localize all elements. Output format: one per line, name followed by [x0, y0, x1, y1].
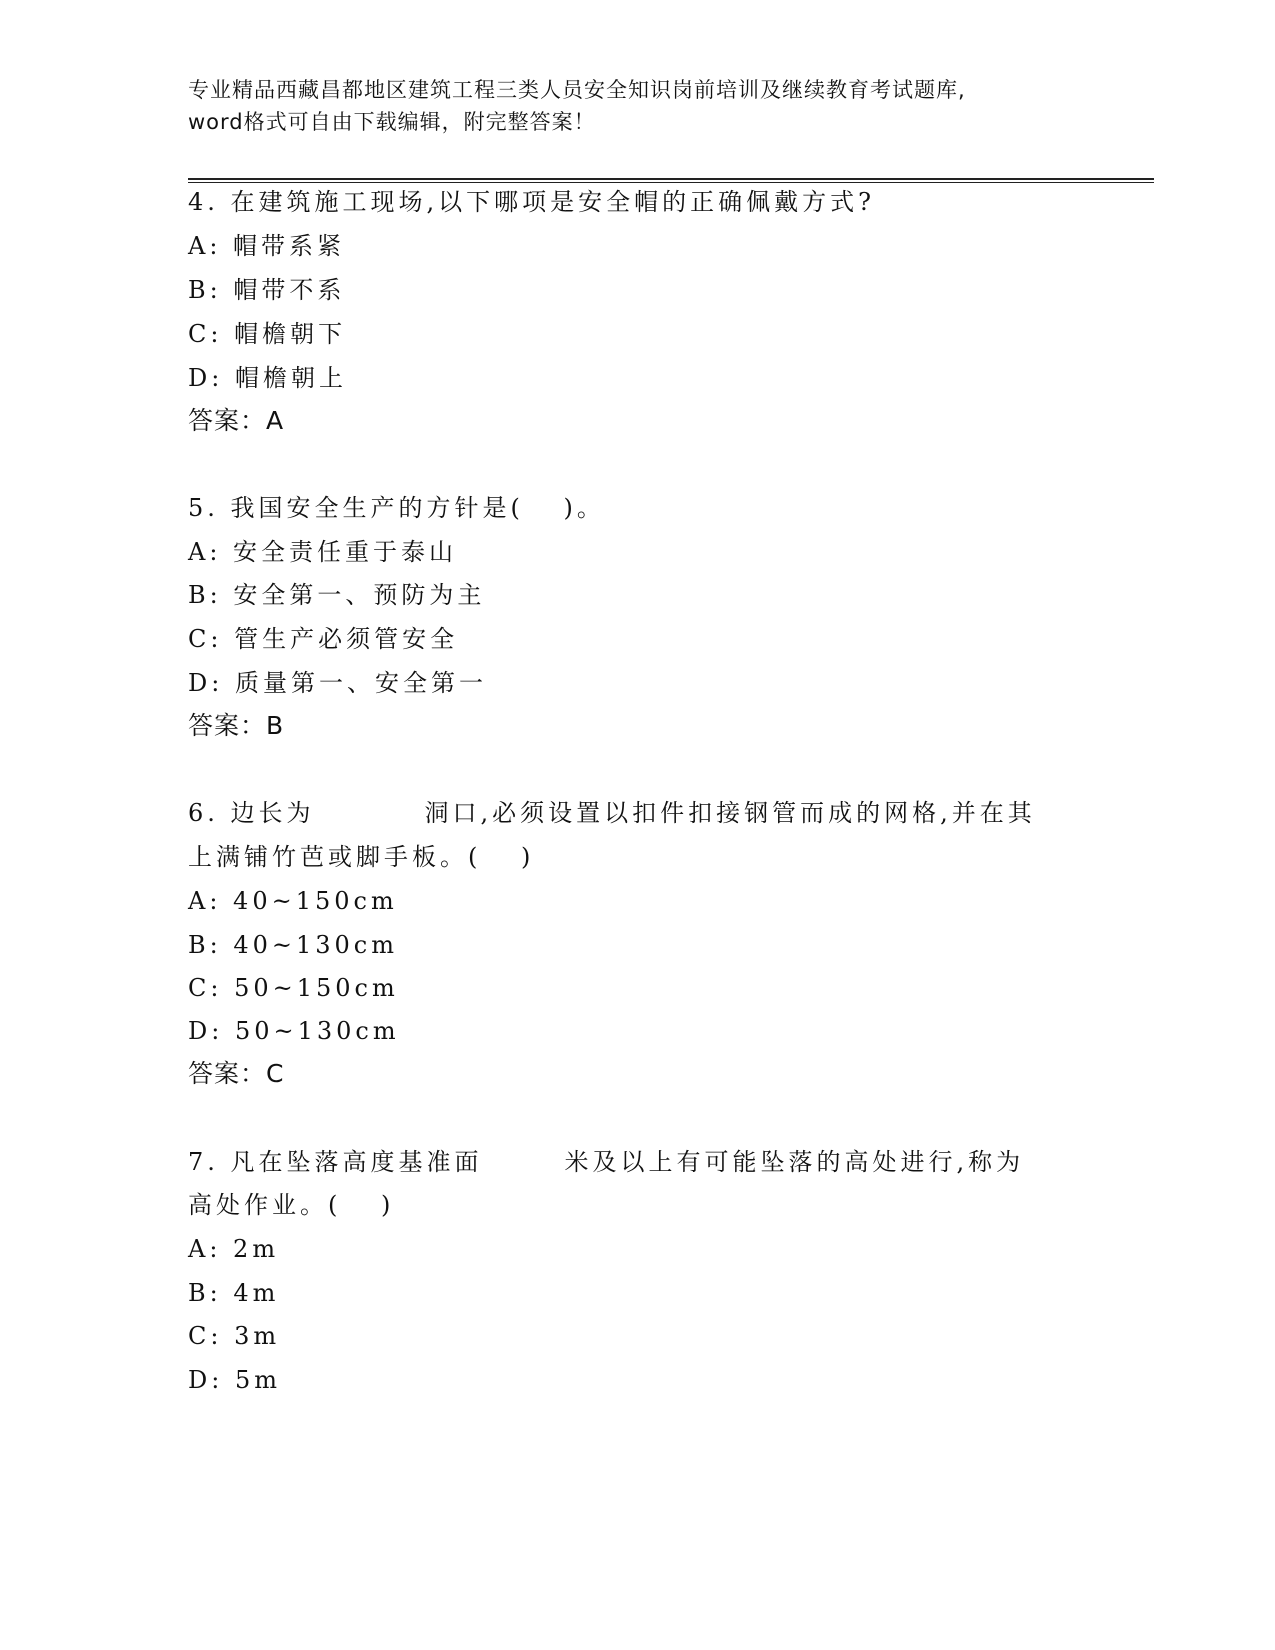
- question-5-option-d: D: 质量第一、安全第一: [188, 669, 487, 697]
- question-7-option-c: C: 3m: [188, 1322, 281, 1350]
- header-divider: [188, 178, 1154, 183]
- question-4-option-c: C: 帽檐朝下: [188, 320, 347, 348]
- question-4-option-d: D: 帽檐朝上: [188, 364, 347, 392]
- question-6-option-d: D: 50~130cm: [188, 1017, 400, 1045]
- document-header: [188, 74, 1088, 138]
- question-7-option-b: B: 4m: [188, 1279, 280, 1307]
- question-6-stem-line-1: [188, 798, 1036, 828]
- header-line-2: word格式可自由下载编辑，附完整答案！: [188, 110, 596, 134]
- question-7-stem-after-blank: 米及以上有可能坠落的高处进行,称为: [564, 1148, 1025, 1176]
- question-5-stem: 5. 我国安全生产的方针是( )。: [188, 494, 605, 522]
- question-7-stem-line-1: [188, 1147, 1024, 1177]
- question-6-stem-line-2: 上满铺竹芭或脚手板。( ): [188, 843, 535, 871]
- question-6-stem-after-blank: 洞口,必须设置以扣件扣接钢管而成的网格,并在其: [424, 799, 1036, 827]
- question-6-option-c: C: 50~150cm: [188, 974, 399, 1002]
- question-5-option-b: B: 安全第一、预防为主: [188, 581, 486, 609]
- question-6-option-b: B: 40~130cm: [188, 931, 399, 959]
- question-5-option-a: A: 安全责任重于泰山: [188, 538, 458, 566]
- question-5-option-c: C: 管生产必须管安全: [188, 625, 459, 653]
- header-line-1: 专业精品西藏昌都地区建筑工程三类人员安全知识岗前培训及继续教育考试题库,: [188, 78, 966, 102]
- question-4-answer: 答案：A: [188, 406, 285, 435]
- question-7-stem-before-blank: 7. 凡在坠落高度基准面: [188, 1148, 483, 1176]
- question-6-answer: 答案：C: [188, 1059, 285, 1088]
- question-6-option-a: A: 40~150cm: [188, 887, 398, 915]
- question-4-option-a: A: 帽带系紧: [188, 232, 346, 260]
- question-4-stem: 4. 在建筑施工现场,以下哪项是安全帽的正确佩戴方式?: [188, 188, 876, 216]
- question-6-stem-before-blank: 6. 边长为: [188, 799, 315, 827]
- question-4-option-b: B: 帽带不系: [188, 276, 346, 304]
- question-5-answer: 答案：B: [188, 711, 285, 740]
- question-7-option-d: D: 5m: [188, 1366, 281, 1394]
- question-7-option-a: A: 2m: [188, 1235, 280, 1263]
- question-7-stem-line-2: 高处作业。( ): [188, 1191, 395, 1219]
